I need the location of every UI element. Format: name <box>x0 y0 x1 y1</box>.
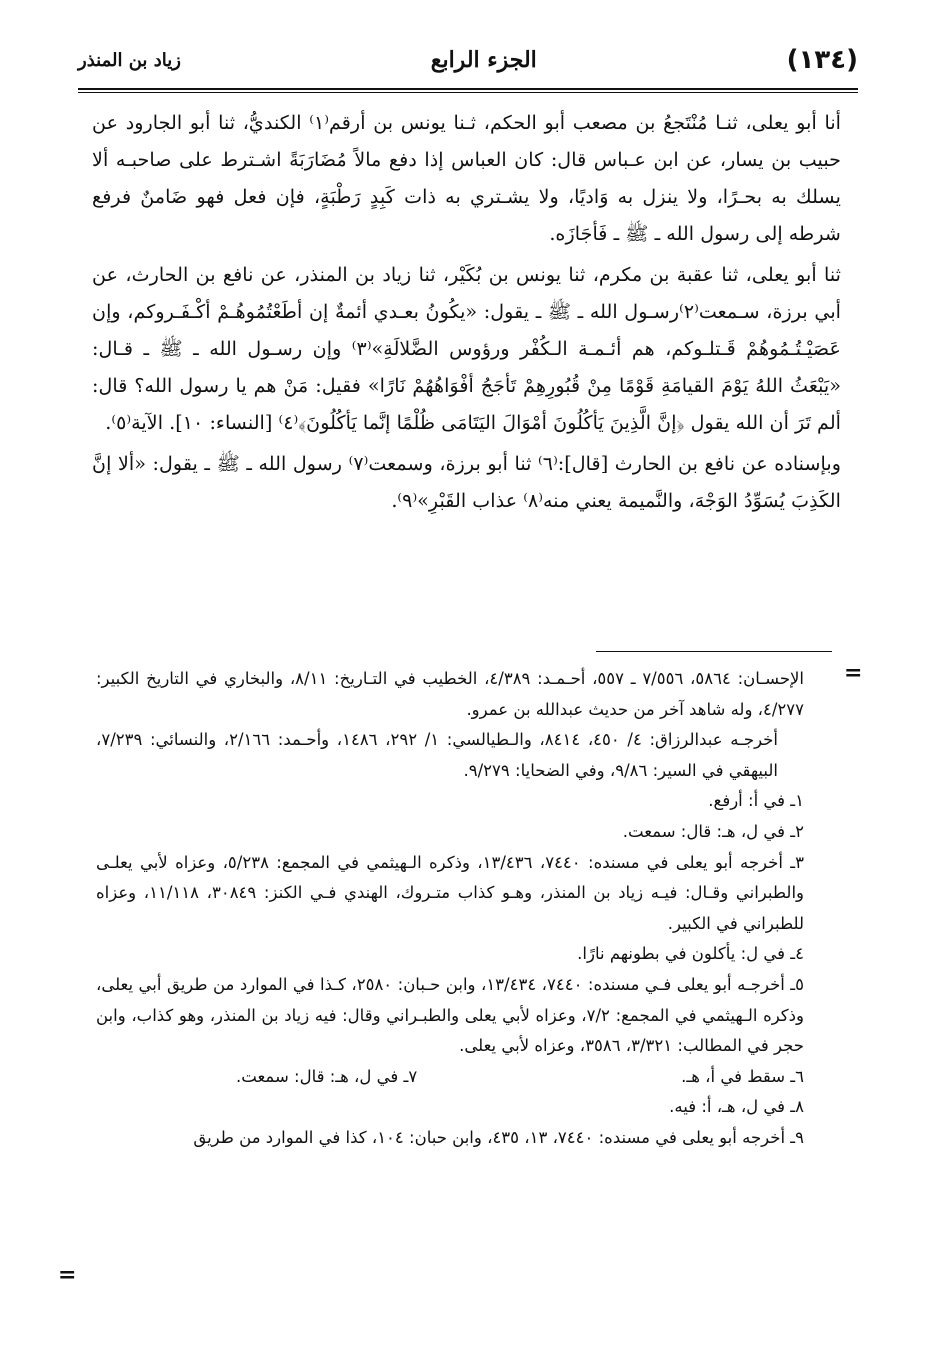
page-number: (١٣٤) <box>786 45 858 75</box>
section-title: زياد بن المنذر <box>78 49 181 71</box>
footnote-7: ٧ـ في ل، هـ: قال: سمعت. <box>236 1066 418 1086</box>
volume-title: الجزء الرابع <box>430 47 537 73</box>
footnotes <box>96 664 804 1154</box>
hadith-paragraph-2: ثنا أبو يعلى، ثنا عقبة بن مكرم، ثنا يونس بن بُكَيْر، ثنا زياد بن المنذر، عن نافع بن الحارث، عن أبي برزة، سـمعت⁽٢⁾رسـول الله ـ ﷺ ـ يقول: «يكُونُ بعـدي أئمةٌ إن أطَعْتُمُوهُـمْ أكْـفَـروكم، وإن عَصَيْـتُـمُوهُمْ قَـتلـوكم، هم أئـمـة الـكُفْر ورؤوس الضَّلالَةِ»⁽٣⁾ وإن رسـول الله ـ ﷺ ـ قـال: «يَبْعَثُ اللهُ يَوْمَ القيامَةِ قَوْمًا مِنْ قُبُورِهِمْ تَأجَجُ أفْوَاهُهُمْ نَارًا» فقيل: مَنْ هم يا رسول الله؟ قال: ألم تَرَ أن الله يقول ﴿إنَّ الَّذِينَ يَأكُلُونَ أمْوَالَ اليَتَامَى ظُلْمًا إنَّما يَأكُلُونَ﴾⁽٤⁾ [النساء: ١٠]. الآية⁽٥⁾. <box>92 263 842 434</box>
continuation-mark: = <box>844 660 863 686</box>
footnote-6: ٦ـ سقط في أ، هـ. <box>681 1066 804 1086</box>
footnote-carryover-1: الإحسـان: ٥٨٦٤، ٧/٥٥٦ ـ ٥٥٧، أحـمـد: ٤/٣٨٩، الخطيب في التـاريخ: ٨/١١، والبخاري في التاريخ الكبير: ٤/٢٧٧، وله شاهد آخر من حديث عبدالله بن عمرو. <box>96 669 805 719</box>
header-rule <box>78 88 858 93</box>
hadith-paragraph-3: وبإسناده عن نافع بن الحارث [قال]:⁽٦⁾ ثنا أبو برزة، وسمعت⁽٧⁾ رسول الله ـ ﷺ ـ يقول: «ألا إنَّ الكَذِبَ يُسَوِّدُ الوَجْهَ، والنَّميمة يعني منه⁽٨⁾ عذاب القَبْرِ»⁽٩⁾. <box>92 452 841 512</box>
main-text <box>92 104 841 523</box>
hadith-paragraph-1: أنا أبو يعلى، ثنـا مُنْتَجعُ بن مصعب أبو الحكم، ثـنا يونس بن أرقم⁽١⁾ الكنديُّ، ثنا أبو الجارود عن حبيب بن يسار، عن ابن عـباس قال: كان العباس إذا دفع مالاً مُضَارَبَةً اشـترط على صاحبـه ألا يسلك به بحـرًا، ولا ينزل به وَاديًا، ولا يشـتري به ذات كَبِدٍ رَطْبَةٍ، فإن فعل فهو ضَامنٌ فرفع شرطه إلى رسول الله ـ ﷺ ـ فَأجَازَه. <box>92 111 842 245</box>
footnote-carryover-2: أخرجـه عبدالرزاق: ٤/ ٤٥٠، ٨٤١٤، والـطيالسي: ١/ ٢٩٢، ١٤٨٦، وأحـمد: ٢/١٦٦، والنسائي: ٧/٢٣٩، البيهقي في السير: ٩/٨٦، وفي الضحايا: ٩/٢٧٩. <box>96 730 778 780</box>
running-header <box>78 40 858 80</box>
footnote-9: ٩ـ أخرجه أبو يعلى في مسنده: ٧٤٤٠، ١٣، ٤٣٥، وابن حبان: ١٠٤، كذا في الموارد من طريق <box>193 1127 804 1147</box>
footnote-1: ١ـ في أ: أرفع. <box>708 791 804 811</box>
footnote-4: ٤ـ في ل: يأكلون في بطونهم نارًا. <box>577 944 804 964</box>
footnote-6-7-row <box>96 1062 804 1093</box>
continuation-mark-end: = <box>58 1262 77 1288</box>
footnote-5: ٥ـ أخرجـه أبو يعلى فـي مسنده: ٧٤٤٠، ١٣/٤٣٤، وابن حـبان: ٢٥٨٠، كـذا في الموارد من طريق أبي يعلى، وذكره الـهيثمي في المجمع: ٧/٢، وعزاه لأبي يعلى والطبـراني وقال: فيه زياد بن المنذر، وهو كذاب، وابن حجر في المطالب: ٣/٣٢١، ٣٥٨٦، وعزاه لأبي يعلى. <box>96 974 805 1056</box>
footnote-divider <box>596 651 832 652</box>
footnote-2: ٢ـ في ل، هـ: قال: سمعت. <box>622 821 804 841</box>
footnote-8: ٨ـ في ل، هـ، أ: فيه. <box>669 1097 804 1117</box>
footnote-3: ٣ـ أخرجه أبو يعلى في مسنده: ٧٤٤٠، ١٣/٤٣٦، وذكره الـهيثمي في المجمع: ٥/٢٣٨، وعزاه لأبي يعلـى والطبراني وقـال: فيـه زياد بن المنذر، وهـو كذاب متـروك، الهندي فـي الكنز: ٣٠٨٤٩، ١١/١١٨، وعزاه للطبراني في الكبير. <box>96 852 805 933</box>
